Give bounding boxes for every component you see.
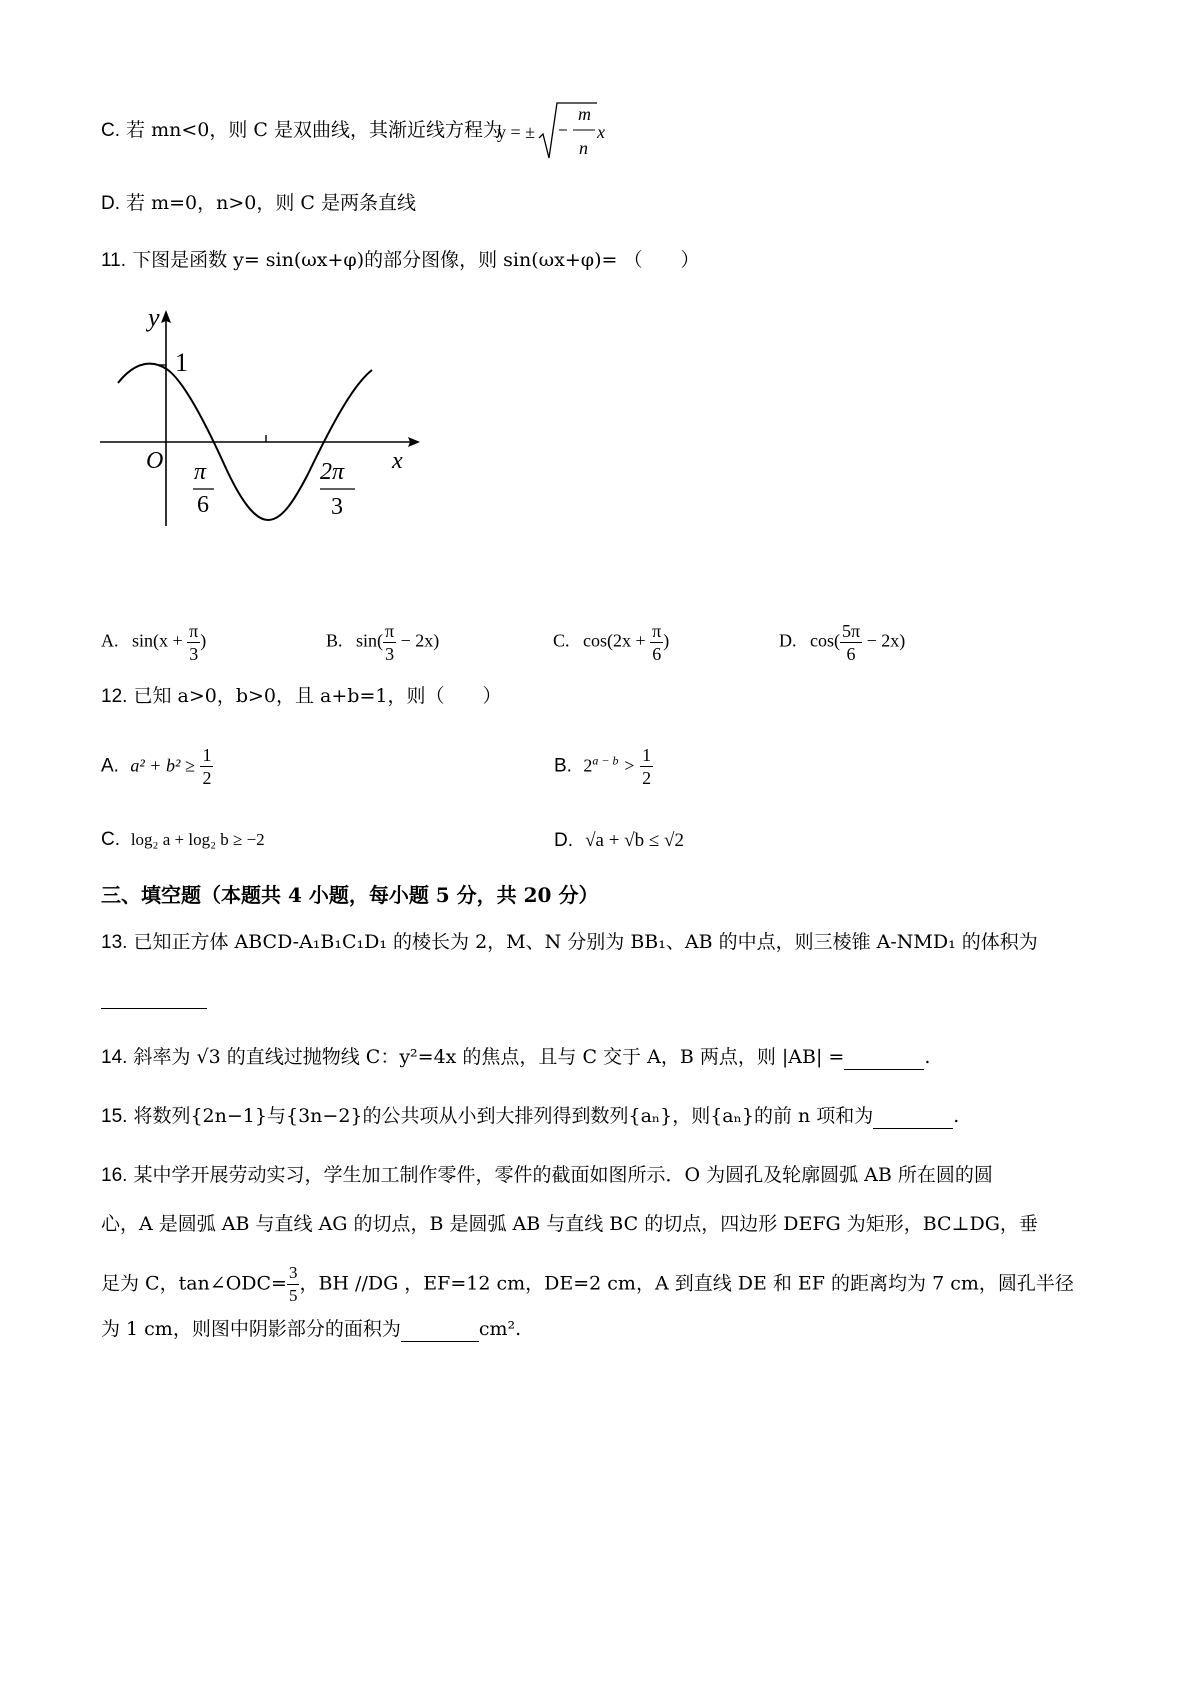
q10-option-c bbox=[101, 118, 502, 143]
line3-pre: 足为 C，tan∠ODC= bbox=[101, 1272, 287, 1295]
option-expr: log₂ a + log₂ b ≥ −2 bbox=[130, 830, 265, 849]
question-text: 已知 a>0，b>0，且 a+b=1，则（ ） bbox=[133, 685, 502, 707]
option-label: D. bbox=[779, 630, 797, 651]
q14-answer-blank[interactable] bbox=[844, 1045, 924, 1070]
sine-graph bbox=[96, 296, 436, 536]
frac-num: π bbox=[652, 621, 662, 641]
line4-pre: 为 1 cm，则图中阴影部分的面积为 bbox=[101, 1318, 401, 1340]
frac-den: 2 bbox=[642, 768, 652, 788]
option-label: D. bbox=[101, 193, 120, 214]
period: . bbox=[953, 1105, 960, 1127]
tick1-denominator: 6 bbox=[197, 492, 209, 518]
q16-line1 bbox=[101, 1163, 993, 1188]
option-label: B. bbox=[554, 755, 572, 777]
option-label: C. bbox=[101, 120, 120, 141]
tick1-numerator: π bbox=[194, 459, 207, 485]
option-text: 若 m=0，n>0，则 C 是两条直线 bbox=[126, 192, 416, 214]
q12-option-a bbox=[101, 744, 213, 789]
q12-stem bbox=[101, 684, 501, 709]
q16-line4 bbox=[101, 1317, 521, 1342]
question-text: 某中学开展劳动实习，学生加工制作零件，零件的截面如图所示．O 为圆孔及轮廓圆弧 AB 所在圆的圆 bbox=[133, 1164, 993, 1186]
q11-option-a bbox=[101, 620, 206, 665]
option-label: C. bbox=[101, 829, 120, 850]
frac-den: 3 bbox=[189, 644, 199, 664]
tick2-denominator: 3 bbox=[331, 494, 343, 520]
frac-den: 2 bbox=[202, 768, 212, 788]
option-gt: > bbox=[624, 755, 635, 776]
option-exponent: a − b bbox=[592, 753, 619, 768]
fraction-denominator: n bbox=[579, 138, 588, 158]
line4-unit: cm². bbox=[478, 1318, 522, 1340]
section-heading: 三、填空题（本题共 4 小题，每小题 5 分，共 20 分） bbox=[101, 883, 599, 907]
q13-answer-blank[interactable] bbox=[101, 1008, 207, 1009]
question-number: 12. bbox=[101, 686, 128, 707]
option-label: A. bbox=[101, 755, 119, 777]
formula-tail: x bbox=[597, 122, 605, 142]
option-expr: √a + √b ≤ √2 bbox=[585, 830, 684, 851]
line3-post: ，BH //DG ，EF=12 cm，DE=2 cm，A 到直线 DE 和 EF 的距离均为 7 cm，圆孔半径 bbox=[299, 1272, 1074, 1295]
question-text: 斜率为 √3 的直线过抛物线 C：y²=4x 的焦点，且与 C 交于 A，B 两点，则 |AB| = bbox=[133, 1046, 845, 1068]
y-axis-label: y bbox=[148, 303, 160, 332]
question-text: 已知正方体 ABCD-A₁B₁C₁D₁ 的棱长为 2，M、N 分别为 BB₁、AB 的中点，则三棱锥 A-NMD₁ 的体积为 bbox=[133, 931, 1038, 953]
frac-num: 5π bbox=[842, 621, 861, 641]
question-text: 下图是函数 y= sin(ωx+φ)的部分图像，则 sin(ωx+φ)= （ ） bbox=[132, 249, 700, 271]
frac-num: π bbox=[385, 621, 395, 641]
option-pre: sin(x + bbox=[132, 630, 183, 651]
option-post: − 2x) bbox=[866, 630, 906, 651]
q15 bbox=[101, 1104, 959, 1129]
period: . bbox=[924, 1046, 931, 1068]
q11-option-d bbox=[779, 620, 905, 665]
option-post: − 2x) bbox=[400, 630, 440, 651]
question-number: 16. bbox=[101, 1165, 128, 1186]
question-text: 将数列{2n−1}与{3n−2}的公共项从小到大排列得到数列{aₙ}，则{aₙ}的前 n 项和为 bbox=[133, 1105, 874, 1127]
q14 bbox=[101, 1045, 930, 1070]
q16-answer-blank[interactable] bbox=[401, 1317, 479, 1342]
question-number: 11. bbox=[101, 250, 127, 271]
frac-den: 6 bbox=[652, 644, 662, 664]
frac-den: 3 bbox=[385, 644, 395, 664]
frac-num: 1 bbox=[202, 745, 212, 765]
fraction-numerator: m bbox=[578, 104, 591, 124]
option-post: ) bbox=[200, 630, 207, 651]
option-pre: cos( bbox=[810, 630, 840, 651]
q15-answer-blank[interactable] bbox=[873, 1104, 953, 1129]
q12-option-c bbox=[101, 829, 265, 851]
question-number: 13. bbox=[101, 932, 128, 953]
x-axis-label: x bbox=[392, 448, 403, 474]
option-expr: a² + b² ≥ bbox=[130, 755, 195, 776]
option-label: D. bbox=[554, 830, 573, 851]
option-pre: cos(2x + bbox=[583, 630, 646, 651]
q13 bbox=[101, 930, 1038, 955]
option-label: B. bbox=[326, 630, 343, 651]
q11-option-b bbox=[326, 620, 439, 665]
q12-option-d bbox=[554, 829, 684, 852]
q10-option-d bbox=[101, 191, 416, 216]
q12-option-b bbox=[554, 744, 653, 789]
option-base: 2 bbox=[583, 755, 593, 776]
q11-option-c bbox=[553, 620, 669, 665]
q11-stem bbox=[101, 248, 699, 273]
option-pre: sin( bbox=[356, 630, 384, 651]
origin-label: O bbox=[146, 448, 164, 474]
question-number: 15. bbox=[101, 1106, 128, 1127]
frac-num: π bbox=[189, 621, 199, 641]
frac-den: 6 bbox=[846, 644, 856, 664]
option-text: 若 mn<0，则 C 是双曲线，其渐近线方程为 bbox=[126, 119, 502, 141]
option-post: ) bbox=[663, 630, 670, 651]
tick2-numerator: 2π bbox=[320, 459, 345, 485]
frac-num: 1 bbox=[642, 745, 652, 765]
question-number: 14. bbox=[101, 1047, 128, 1068]
q16-line2: 心，A 是圆弧 AB 与直线 AG 的切点，B 是圆弧 AB 与直线 BC 的切点，四边形 DEFG 为矩形，BC⊥DG，垂 bbox=[101, 1213, 1038, 1235]
formula-prefix: y = ± bbox=[497, 122, 536, 142]
option-label: C. bbox=[553, 630, 570, 651]
option-label: A. bbox=[101, 630, 119, 651]
y-tick-label: 1 bbox=[175, 348, 188, 377]
q16-line3 bbox=[101, 1262, 1074, 1307]
frac-den: 5 bbox=[288, 1286, 298, 1305]
frac-num: 3 bbox=[287, 1262, 300, 1285]
